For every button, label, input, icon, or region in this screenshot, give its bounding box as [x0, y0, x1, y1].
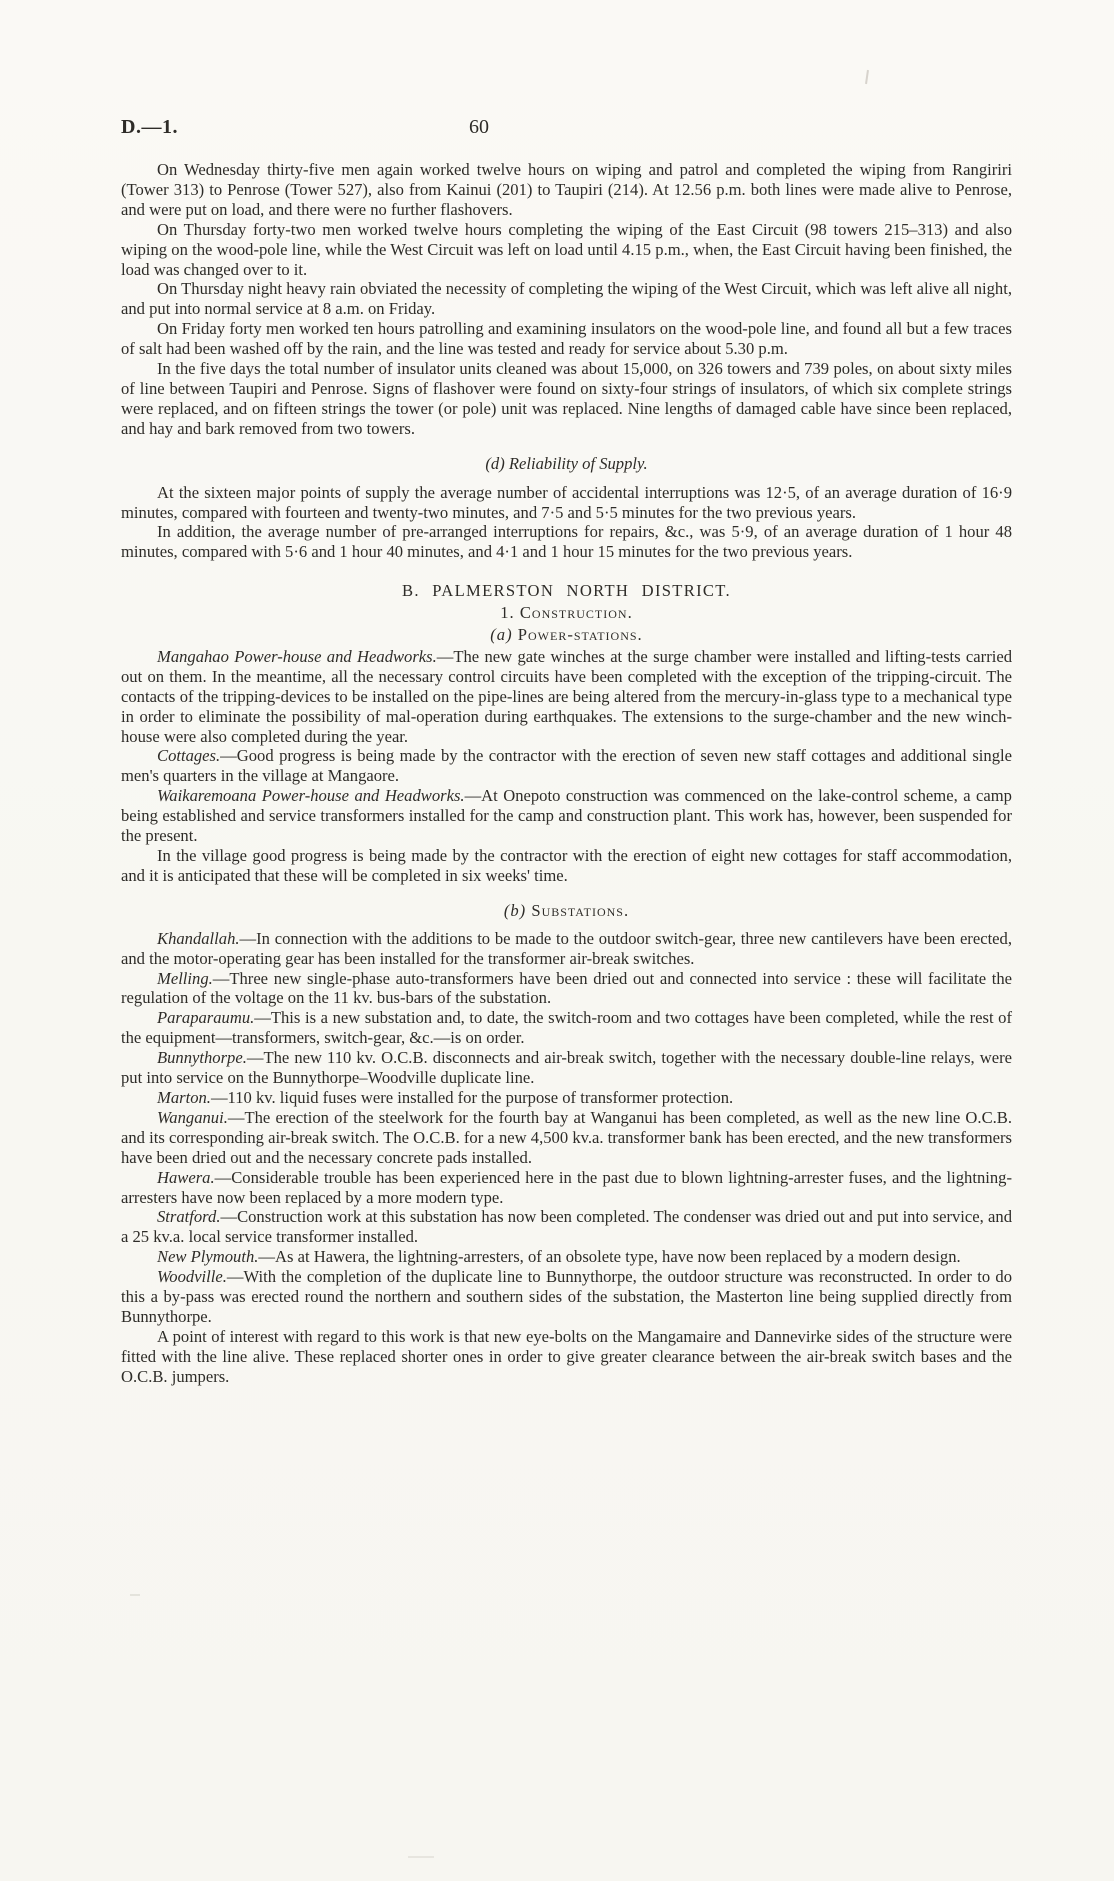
paragraph: Melling.—Three new single-phase auto-transformers have been dried out and connected into service : these will facilitate the regulation of the voltage on the 11 kv. bus-bars of the substation.	[121, 968, 1012, 1008]
paragraph: Waikaremoana Power-house and Headworks.—At Onepoto construction was commenced on the lake-control scheme, a camp being established and service transformers installed for the camp and construction plant. This work has, however, been suspended for the present.	[121, 786, 1012, 846]
page-header	[121, 116, 1011, 144]
paragraph-lead-in: Waikaremoana Power-house and Headworks.	[157, 786, 465, 806]
paragraph: At the sixteen major points of supply the average number of accidental interruptions was 12·5, of an average duration of 16·9 minutes, compared with fourteen and twenty-two minutes, and 7·5 and 5·5 minutes for the two previous years.	[121, 482, 1012, 522]
paragraph-lead-in: Stratford.	[157, 1207, 221, 1227]
paragraph-lead-in: Khandallah.	[157, 928, 240, 948]
scan-artifact	[130, 1594, 140, 1596]
paragraph: Marton.—110 kv. liquid fuses were installed for the purpose of transformer protection.	[157, 1087, 734, 1107]
paragraph: Hawera.—Considerable trouble has been experienced here in the past due to blown lightning-arrester fuses, and the lightning-arresters have now been replaced by a more modern type.	[121, 1167, 1012, 1207]
paragraph: On Thursday night heavy rain obviated the necessity of completing the wiping of the West Circuit, which was left alive all night, and put into normal service at 8 a.m. on Friday.	[121, 279, 1012, 319]
paragraph: New Plymouth.—As at Hawera, the lightning-arresters, of an obsolete type, have now been replaced by a modern design.	[157, 1247, 961, 1267]
paragraph-lead-in: Melling.	[157, 968, 213, 988]
paragraph-lead-in: Marton.	[157, 1087, 211, 1107]
paragraph: A point of interest with regard to this work is that new eye-bolts on the Mangamaire and Dannevirke sides of the structure were fitted with the line alive. These replaced shorter ones in order to give greater clearance between the air-break switch bases and the O.C.B. jumpers.	[121, 1326, 1012, 1386]
paragraph-lead-in: Wanganui.	[157, 1107, 228, 1127]
paragraph: In the village good progress is being made by the contractor with the erection of eight new cottages for staff accommodation, and it is anticipated that these will be completed in six weeks' time.	[121, 846, 1012, 885]
paragraph-lead-in: Mangahao Power-house and Headworks.	[157, 646, 437, 666]
document-reference: D.—1.	[121, 116, 178, 138]
heading-lead-in: (a)	[490, 625, 518, 645]
heading-lead-in: (b)	[503, 900, 532, 920]
paragraph-lead-in: Hawera.	[157, 1167, 215, 1187]
scan-artifact	[865, 70, 869, 84]
paragraph: In addition, the average number of pre-arranged interruptions for repairs, &c., was 5·9, of an average duration of 1 hour 48 minutes, compared with 5·6 and 1 hour 40 minutes, and 4·1 and 1 hour 15 minutes for the two previous years.	[121, 522, 1012, 562]
paragraph: In the five days the total number of insulator units cleaned was about 15,000, on 326 towers and 739 poles, on about sixty miles of line between Taupiri and Penrose. Signs of flashover were found on sixty-four strings of insulators, of which six complete strings were replaced, and on fifteen strings the tower (or pole) unit was replaced. Nine lengths of damaged cable have since been replaced, and hay and bark removed from two towers.	[121, 359, 1012, 438]
paragraph: Stratford.—Construction work at this substation has now been completed. The condenser was dried out and put into service, and a 25 kv.a. local service transformer installed.	[121, 1207, 1012, 1247]
paragraph-lead-in: Cottages.	[157, 746, 221, 766]
paragraph-lead-in: Paraparaumu.	[157, 1008, 255, 1028]
section-heading: (d) Reliability of Supply.	[485, 453, 648, 473]
paragraph-lead-in: New Plymouth.	[157, 1247, 259, 1267]
paragraph: Woodville.—With the completion of the duplicate line to Bunnythorpe, the outdoor structure was reconstructed. In order to do this a by-pass was erected round the northern and southern sides of the substation, the Masterton line being supplied directly from Bunnythorpe.	[121, 1267, 1012, 1326]
document-body	[121, 160, 1012, 1387]
scan-artifact	[408, 1856, 434, 1858]
paragraph: On Thursday forty-two men worked twelve hours completing the wiping of the East Circuit (98 towers 215–313) and also wiping on the wood-pole line, while the West Circuit was left on load until 4.15 p.m., when, the East Circuit having been finished, the load was changed over to it.	[121, 219, 1012, 279]
section-heading: (a) Power-stations.	[490, 625, 643, 645]
paragraph: On Wednesday thirty-five men again worked twelve hours on wiping and patrol and completed the wiping from Rangiriri (Tower 313) to Penrose (Tower 527), also from Kainui (201) to Taupiri (214). At 12.56 p.m. both lines were made alive to Penrose, and were put on load, and there were no further flashovers.	[121, 160, 1012, 219]
page-number: 60	[469, 116, 489, 138]
paragraph: Khandallah.—In connection with the additions to be made to the outdoor switch-gear, three new cantilevers have been erected, and the motor-operating gear has been installed for the transformer air-break switches.	[121, 928, 1012, 968]
paragraph: Cottages.—Good progress is being made by the contractor with the erection of seven new staff cottages and additional single men's quarters in the village at Mangaore.	[121, 746, 1012, 786]
paragraph-lead-in: Woodville.	[157, 1267, 227, 1287]
paragraph-lead-in: Bunnythorpe.	[157, 1048, 247, 1068]
paragraph: Paraparaumu.—This is a new substation and, to date, the switch-room and two cottages have been completed, while the rest of the equipment—transformers, switch-gear, &c.—is on order.	[121, 1008, 1012, 1048]
paragraph: Mangahao Power-house and Headworks.—The new gate winches at the surge chamber were installed and lifting-tests carried out on them. In the meantime, all the necessary control circuits have been completed with the exception of the tripping-circuit. The contacts of the tripping-devices to be installed on the pipe-lines are being altered from the mercury-in-glass type to a mechanical type in order to eliminate the possibility of mal-operation during earthquakes. The extensions to the surge-chamber and the new winch-house were also completed during the year.	[121, 646, 1012, 746]
paragraph: Bunnythorpe.—The new 110 kv. O.C.B. disconnects and air-break switch, together with the necessary double-line relays, were put into service on the Bunnythorpe–Woodville duplicate line.	[121, 1048, 1012, 1088]
paragraph: Wanganui.—The erection of the steelwork for the fourth bay at Wanganui has been completed, as well as the new line O.C.B. and its corresponding air-break switch. The O.C.B. for a new 4,500 kv.a. transformer bank has been erected, and the new transformers have been dried out and the necessary concrete pads installed.	[121, 1107, 1012, 1167]
section-heading: (b) Substations.	[503, 900, 630, 920]
paragraph: On Friday forty men worked ten hours patrolling and examining insulators on the wood-pole line, and found all but a few traces of salt had been washed off by the rain, and the line was tested and ready for service about 5.30 p.m.	[121, 319, 1012, 359]
section-heading: B. PALMERSTON NORTH DISTRICT.	[402, 581, 731, 601]
section-heading: 1. Construction.	[500, 603, 633, 623]
